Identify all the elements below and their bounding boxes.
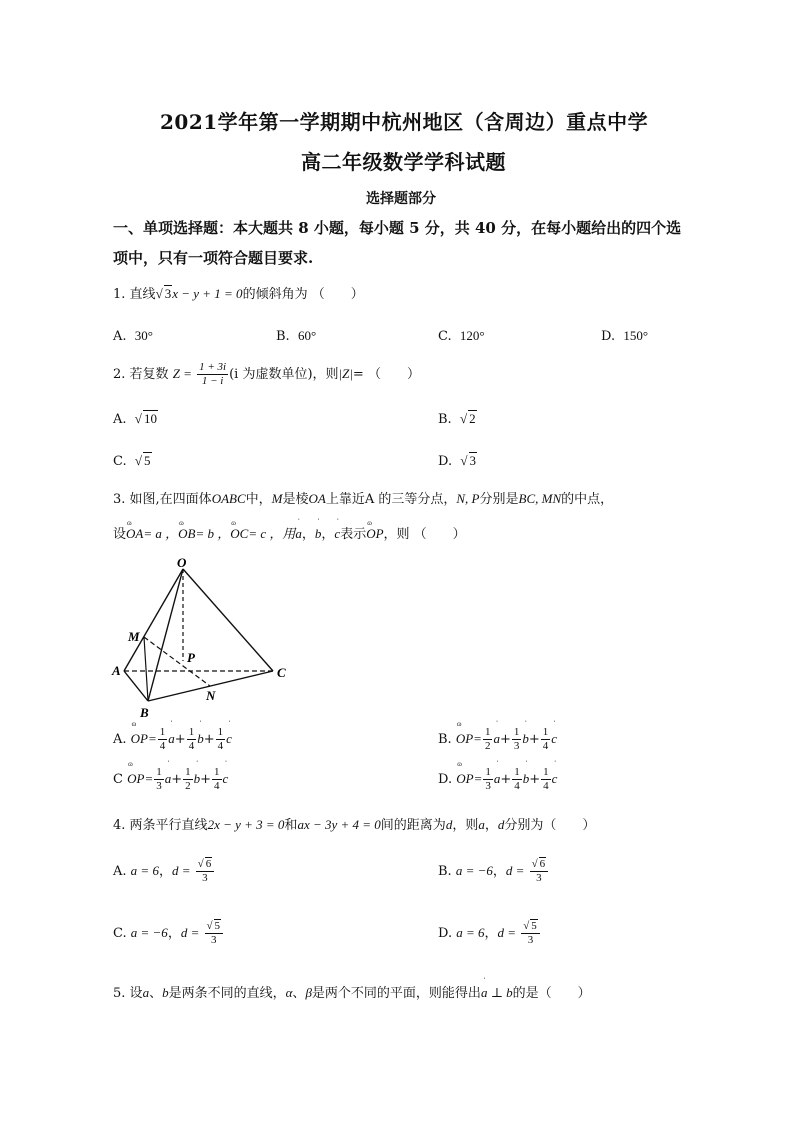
tetrahedron-figure <box>110 555 300 720</box>
part-heading: 选择题部分 <box>366 191 436 207</box>
label-C: C <box>277 665 286 680</box>
label-O: O <box>177 555 187 570</box>
q4-option-c: C. a = −6，d = $\frac{√ 5}{3}$ <box>113 920 224 947</box>
question-number: 1. <box>113 287 126 302</box>
section-instructions-line2: 项中，只有一项符合题目要求. <box>113 249 314 267</box>
q3-option-b: B. ɷ OP= $\frac{1}{2}$ ˈ a+ $\frac{1}{3}$ ˈ b+ $\frac{1}{4}$ ˈ c <box>438 726 557 753</box>
q3-option-a: A. ɷ OP= $\frac{1}{4}$ ˈ a+ $\frac{1}{4}$ ˈ b+ $\frac{1}{4}$ ˈ c <box>113 726 232 753</box>
question-1: 1. 直线√ 3x − y + 1 = 0的倾斜角为 （ ） <box>113 286 364 302</box>
q2-option-a: A. √ 10 <box>113 411 157 427</box>
q2-option-d: D. √ 3 <box>438 453 476 469</box>
label-N: N <box>206 688 216 703</box>
exam-title: 2021学年第一学期期中杭州地区（含周边）重点中学 <box>160 110 649 134</box>
q1-option-b: B. 60° <box>276 328 317 344</box>
exam-subtitle: 高二年级数学学科试题 <box>301 150 506 174</box>
q2-option-b: B. √ 2 <box>438 411 476 427</box>
label-A: A <box>112 663 121 678</box>
q4-option-a: A. a = 6，d = $\frac{√ 6}{3}$ <box>113 858 215 885</box>
label-M: M <box>128 629 140 644</box>
edge-OC <box>183 569 273 671</box>
segment-MB <box>144 637 148 701</box>
q3-option-c: C ɷ OP= $\frac{1}{3}$ ˈ a+ $\frac{1}{2}$ ˈ b+ $\frac{1}{4}$ ˈ c <box>113 766 228 793</box>
edge-AB <box>124 671 148 701</box>
q2-option-c: C. √ 5 <box>113 453 151 469</box>
q4-option-b: B. a = −6，d = $\frac{√ 6}{3}$ <box>438 858 549 885</box>
question-3-line1: 3. 如图,在四面体OABC中，M是棱OA上靠近A 的三等分点，N, P分别是BC, MN的中点， <box>113 491 614 507</box>
question-2: 2. 若复数 Z = $\frac{1 + 3i}{1 - i}$ (i 为虚数单位)，则|Z|= （ ） <box>113 361 420 387</box>
edge-OB <box>148 569 183 701</box>
q4-option-d: D. a = 6，d = $\frac{√ 5}{3}$ <box>438 920 541 947</box>
q1-option-c: C. 120° <box>438 328 485 344</box>
label-B: B <box>140 705 149 720</box>
q1-option-d: D. 150° <box>601 328 649 344</box>
edge-OA <box>124 569 183 671</box>
q1-option-a: A. 30° <box>113 328 153 344</box>
q3-option-d: D. ɷ OP= $\frac{1}{3}$ ˈ a+ $\frac{1}{4}$ ˈ b+ $\frac{1}{4}$ ˈ c <box>438 766 557 793</box>
question-3-line2: 设ɷ OA= a ，ɷ OB= b ，ɷ OC= c ，用ˈ a，ˈ b，ˈ c表示ɷ OP，则 （ ） <box>113 524 466 545</box>
label-P: P <box>187 650 195 665</box>
question-4: 4. 两条平行直线2x − y + 3 = 0和ax − 3y + 4 = 0间的距离为d，则a，d分别为（ ） <box>113 817 596 833</box>
section-instructions-line1: 一、单项选择题：本大题共 8 小题，每小题 5 分，共 40 分，在每小题给出的四个选 <box>113 219 682 237</box>
question-5: 5. 设a、b是两条不同的直线，α、β是两个不同的平面，则能得出ˈ a ⊥ b的是（ ） <box>113 983 591 1004</box>
